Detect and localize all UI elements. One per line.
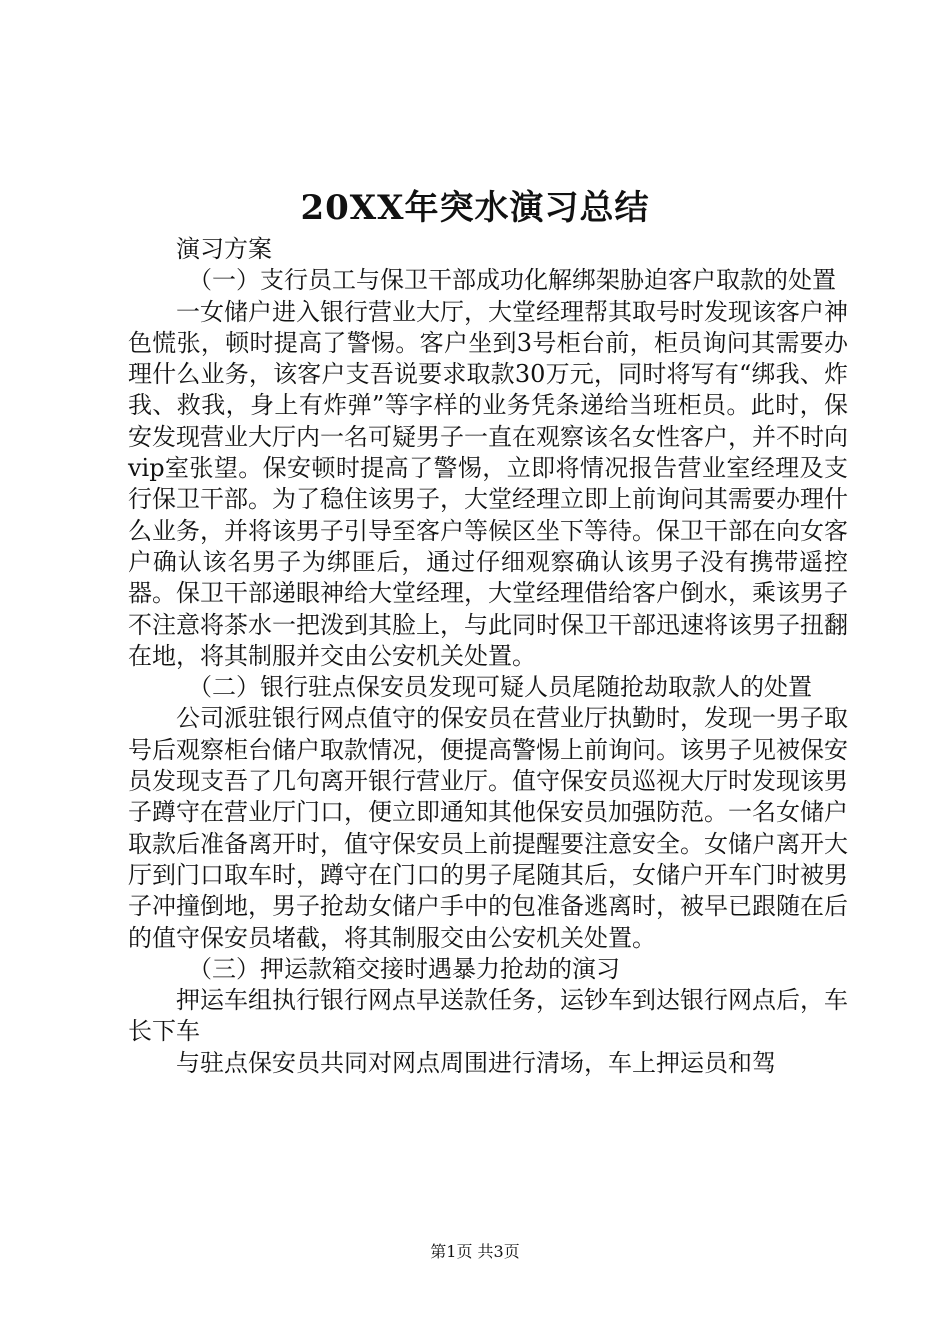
document-body — [128, 234, 848, 1079]
body-paragraph-3: 押运车组执行银行网点早送款任务，运钞车到达银行网点后，车长下车 — [128, 986, 848, 1046]
page-footer: 第1页 共3页 — [430, 1242, 520, 1261]
document-title: 20XX年突水演习总结 — [300, 188, 650, 228]
body-paragraph-4: 与驻点保安员共同对网点周围进行清场，车上押运员和驾 — [176, 1048, 776, 1077]
section-heading: 演习方案 — [176, 235, 272, 263]
subsection-heading-1: （一）支行员工与保卫干部成功化解绑架胁迫客户取款的处置 — [188, 266, 836, 295]
subsection-heading-2: （二）银行驻点保安员发现可疑人员尾随抢劫取款人的处置 — [188, 673, 812, 702]
body-paragraph-1: 一女储户进入银行营业大厅，大堂经理帮其取号时发现该客户神色慌张，顿时提高了警惕。客户坐到3号柜台前，柜员询问其需要办理什么业务，该客户支吾说要求取款30万元，同时将写有“绑我、炸我、救我，身上有炸弹”等字样的业务凭条递给当班柜员。此时，保安发现营业大厅内一名可疑男子一直在观察该名女性客户，并不时向vip室张望。保安顿时提高了警惕，立即将情况报告营业室经理及支行保卫干部。为了稳住该男子，大堂经理立即上前询问其需要办理什么业务，并将该男子引导至客户等候区坐下等待。保卫干部在向女客户确认该名男子为绑匪后，通过仔细观察确认该男子没有携带遥控器。保卫干部递眼神给大堂经理，大堂经理借给客户倒水，乘该男子不注意将茶水一把泼到其脸上，与此同时保卫干部迅速将该男子扭翻在地，将其制服并交由公安机关处置。 — [128, 297, 848, 670]
body-paragraph-2: 公司派驻银行网点值守的保安员在营业厅执勤时，发现一男子取号后观察柜台储户取款情况，便提高警惕上前询问。该男子见被保安员发现支吾了几句离开银行营业厅。值守保安员巡视大厅时发现该男子蹲守在营业厅门口，便立即通知其他保安员加强防范。一名女储户取款后准备离开时，值守保安员上前提醒要注意安全。女储户离开大厅到门口取车时，蹲守在门口的男子尾随其后，女储户开车门时被男子冲撞倒地，男子抢劫女储户手中的包准备逃离时，被早已跟随在后的值守保安员堵截，将其制服交由公安机关处置。 — [128, 704, 848, 952]
subsection-heading-3: （三）押运款箱交接时遇暴力抢劫的演习 — [188, 954, 620, 983]
